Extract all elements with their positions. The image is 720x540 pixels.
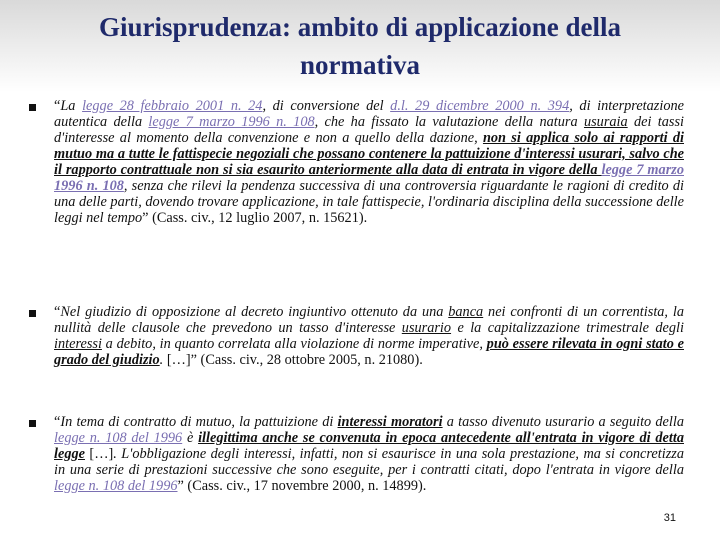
- keyword-interessi-moratori[interactable]: interessi moratori: [337, 414, 443, 430]
- text-run: e la capitalizzazione trimestrale degli: [451, 320, 684, 336]
- bullet-text-2: [54, 304, 684, 368]
- text-run: nei confronti di un correntista, la nullità delle clausole che prevedono un tasso d'interesse: [54, 304, 684, 336]
- text-run: , che ha fissato la valutazione della natura: [314, 114, 584, 130]
- close-quote: ”: [177, 478, 184, 494]
- open-quote: “: [54, 98, 61, 114]
- text-run: è: [182, 430, 199, 446]
- open-quote: “: [54, 414, 61, 430]
- close-quote: ”: [142, 210, 149, 226]
- keyword-interessi[interactable]: interessi: [54, 336, 102, 352]
- law-link[interactable]: legge 7 marzo 1996 n. 108: [54, 162, 684, 194]
- keyword-banca[interactable]: banca: [448, 304, 484, 320]
- text-run: a seguito della: [594, 414, 684, 430]
- text-run: .: [159, 352, 167, 368]
- ellipsis: […]”: [166, 352, 197, 368]
- citation: (Cass. civ., 28 ottobre 2005, n. 21080).: [196, 352, 423, 368]
- slide-title: [20, 8, 700, 84]
- text-run: dei tassi d'interesse al momento della convenzione e non a quello della dazione,: [54, 114, 684, 146]
- text-run: Nel giudizio di opposizione al decreto ingiuntivo ottenuto da una: [60, 304, 449, 320]
- bullet-text-3: [54, 414, 684, 494]
- law-link[interactable]: legge n. 108 del 1996: [54, 478, 178, 494]
- title-line-1: Giurisprudenza: ambito di applicazione della: [98, 12, 622, 42]
- keyword-usuraia[interactable]: usuraia: [583, 114, 628, 130]
- law-link[interactable]: legge 7 marzo 1996 n. 108: [148, 114, 315, 130]
- square-bullet-icon: [29, 104, 36, 111]
- keyword-usurario[interactable]: usurario: [401, 320, 452, 336]
- citation: (Cass. civ., 17 novembre 2000, n. 14899).: [183, 478, 427, 494]
- decree-link[interactable]: d.l. 29 dicembre 2000 n. 394: [390, 98, 570, 114]
- text-run: , di conversione del: [262, 98, 391, 114]
- ellipsis: […]: [84, 446, 114, 462]
- square-bullet-icon: [29, 310, 36, 317]
- text-run: , senza che rilevi la pendenza successiva di una controversia riguardante le ragioni di credito di una delle parti, dovendo trovare applicazione, in tale fattispecie, l'ordinaria disciplina della successione delle leggi nel tempo: [54, 178, 684, 226]
- text-run: . L'obbligazione degli interessi, infatti, non si esaurisce in una sola prestazione, ma si concretizza in una serie di prestazioni successive che sono eseguite, per i contratti citati, dopo l'entrata in vigore della: [54, 446, 684, 478]
- page-number: 31: [663, 512, 676, 524]
- emphasis-bold: può essere rilevata in ogni stato e grado del giudizio: [54, 336, 684, 368]
- text-run: La: [60, 98, 83, 114]
- citation: (Cass. civ., 12 luglio 2007, n. 15621).: [148, 210, 368, 226]
- title-line-2: normativa: [300, 50, 420, 80]
- text-run: a debito, in quanto correlata alla violazione di norme imperative,: [101, 336, 487, 352]
- text-run: a tasso divenuto usurario: [442, 414, 595, 430]
- law-link[interactable]: legge 28 febbraio 2001 n. 24: [82, 98, 263, 114]
- text-run: , di interpretazione autentica della: [54, 98, 684, 130]
- square-bullet-icon: [29, 420, 36, 427]
- text-run: In tema di contratto di mutuo, la pattuizione di: [60, 414, 338, 430]
- emphasis-bold: illegittima anche se convenuta in epoca antecedente all'entrata in vigore di detta legge: [54, 430, 684, 462]
- bullet-text-1: [54, 98, 684, 226]
- law-link[interactable]: legge n. 108 del 1996: [54, 430, 183, 446]
- emphasis-bold: non si applica solo ai rapporti di mutuo ma a tutte le fattispecie negoziali che possano contenere la pattuizione d'interessi usurari, salvo che il rapporto contrattuale non si sia esaurito anteriormente alla data di entrata in vigore della: [54, 130, 684, 178]
- open-quote: “: [54, 304, 61, 320]
